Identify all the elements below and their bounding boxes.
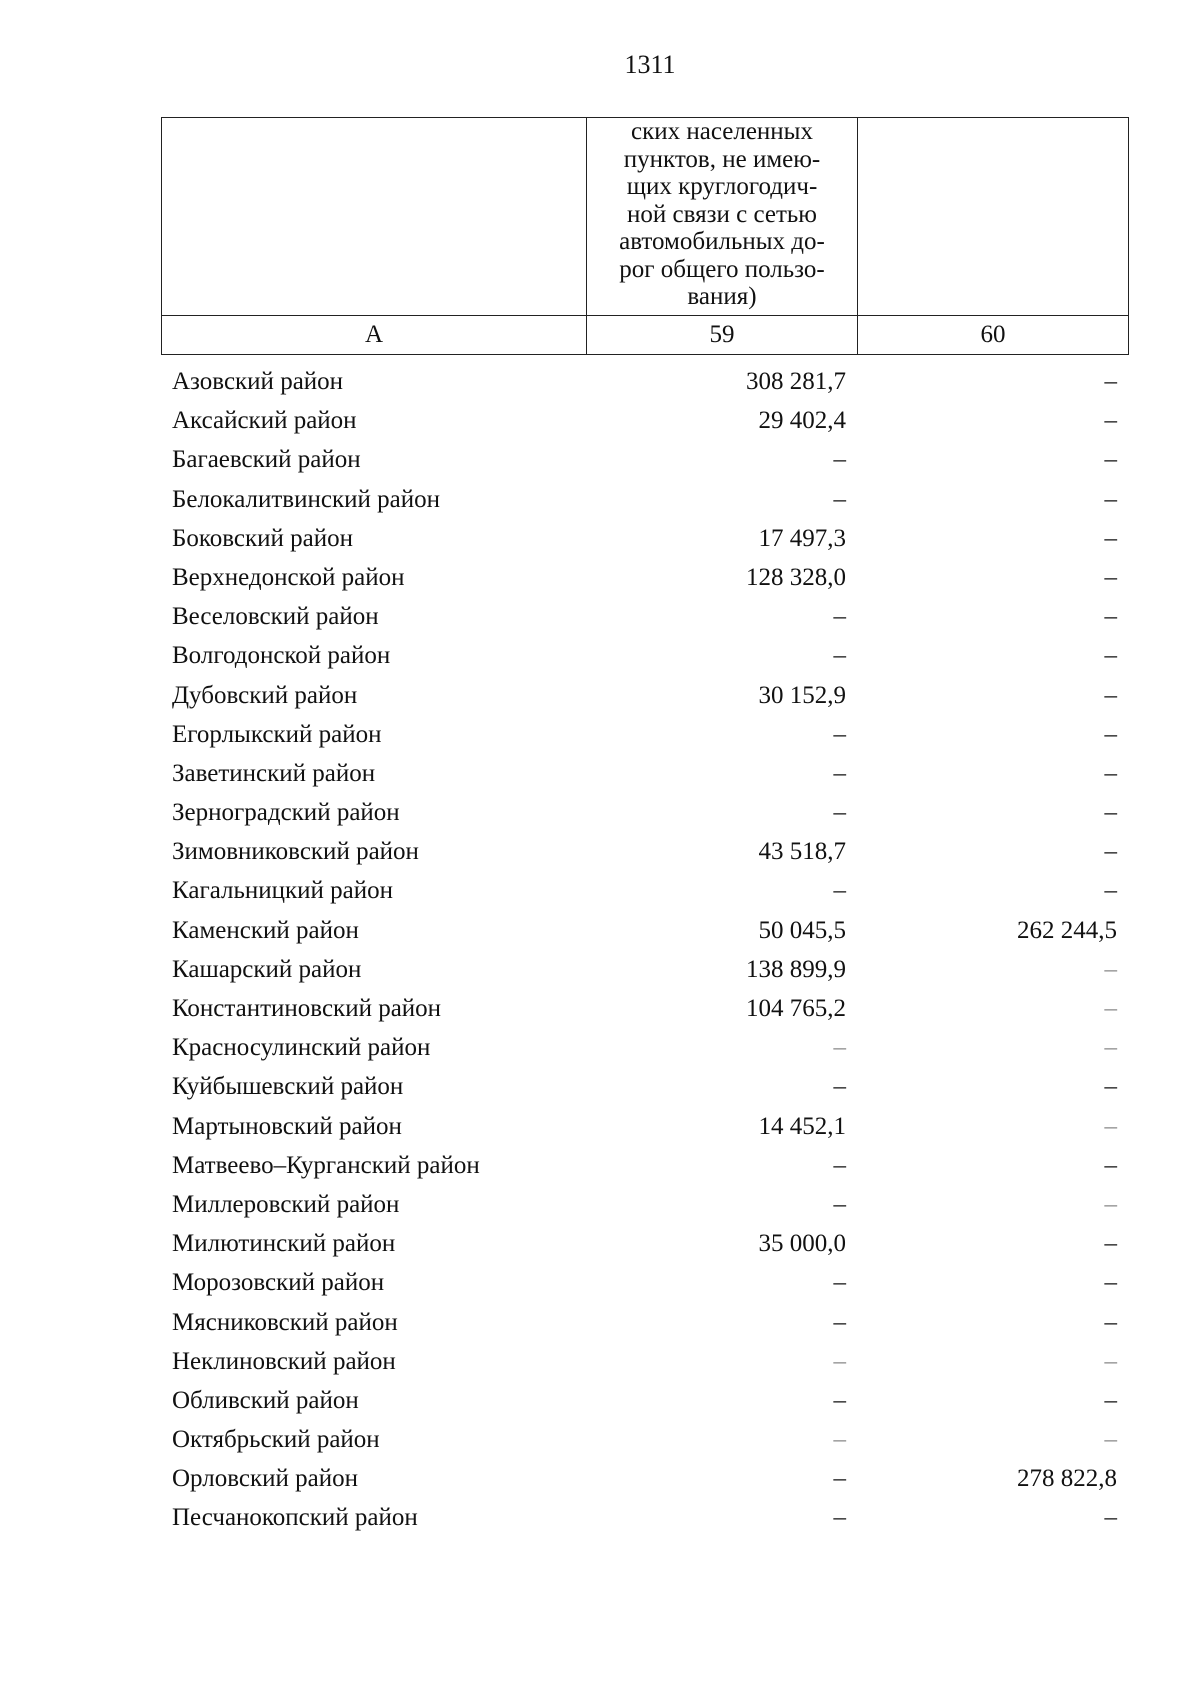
table-row [161, 832, 1128, 871]
table-row [161, 1498, 1128, 1537]
value-col-60: – [1104, 1073, 1117, 1101]
value-col-59: – [833, 1190, 846, 1218]
header-59-line: пунктов, не имею- [623, 145, 821, 173]
table-row [161, 1459, 1128, 1498]
district-name: Верхнедонской район [172, 563, 405, 591]
column-label-a: А [162, 315, 587, 354]
value-col-59: – [833, 1426, 846, 1454]
district-name: Неклиновский район [172, 1347, 396, 1375]
header-number-row [162, 315, 1129, 354]
value-col-60: – [1104, 1386, 1117, 1414]
value-col-60: – [1104, 1426, 1117, 1454]
value-col-59: 138 899,9 [746, 955, 846, 983]
value-col-60: – [1104, 1112, 1117, 1140]
district-name: Азовский район [172, 368, 344, 395]
table-row [161, 1224, 1128, 1263]
column-label-59: 59 [587, 315, 858, 354]
table-row [161, 1381, 1128, 1420]
value-col-59: – [833, 720, 846, 748]
value-col-59: 29 402,4 [758, 407, 846, 435]
district-name: Песчанокопский район [172, 1504, 418, 1532]
table-row [161, 1028, 1128, 1067]
value-col-59: 308 281,7 [746, 368, 846, 395]
header-59-line: щих круглогодич- [626, 173, 818, 200]
page-number: 1311 [624, 50, 676, 79]
table-row [161, 1067, 1128, 1106]
district-name: Морозовский район [172, 1269, 385, 1297]
value-col-60: – [1104, 995, 1117, 1022]
value-col-60: – [1104, 1504, 1117, 1532]
value-col-60: – [1104, 1190, 1117, 1218]
value-col-59: – [833, 799, 846, 827]
table-row [161, 871, 1128, 910]
table-row [161, 1146, 1128, 1185]
value-col-59: 50 045,5 [758, 916, 846, 944]
table-row [161, 1263, 1128, 1302]
value-col-60: – [1104, 642, 1117, 670]
value-col-59: – [833, 1504, 846, 1532]
value-col-60: – [1104, 877, 1117, 905]
header-cell-59-description [587, 118, 858, 316]
header-cell-60-empty [858, 118, 1129, 316]
value-col-60: – [1104, 524, 1117, 552]
district-name: Егорлыкский район [172, 720, 382, 748]
value-col-59: – [833, 1073, 846, 1101]
district-name: Красносулинский район [172, 1034, 431, 1062]
header-cell-a-empty [162, 118, 587, 316]
table-row [161, 754, 1128, 793]
district-name: Мартыновский район [172, 1112, 402, 1140]
header-59-text [587, 118, 857, 315]
value-col-60: – [1104, 720, 1117, 748]
value-col-60: – [1104, 603, 1117, 631]
district-name: Зимовниковский район [172, 838, 419, 866]
district-rows [161, 362, 1128, 1538]
district-name: Куйбышевский район [172, 1073, 404, 1101]
district-name: Веселовский район [172, 603, 379, 631]
table-row [161, 636, 1128, 675]
table-row [161, 597, 1128, 636]
value-col-59: – [833, 877, 846, 905]
value-col-59: 30 152,9 [758, 681, 846, 709]
header-59-line: рог общего пользо- [619, 255, 825, 283]
value-col-60: – [1104, 1347, 1117, 1375]
value-col-59: – [833, 446, 846, 474]
header-description-row [162, 118, 1129, 316]
value-col-59: 43 518,7 [758, 838, 846, 866]
table-row [161, 950, 1128, 989]
table-row [161, 793, 1128, 832]
district-name: Багаевский район [172, 446, 361, 474]
district-name: Боковский район [172, 524, 353, 552]
table-row [161, 715, 1128, 754]
value-col-60: – [1104, 1308, 1117, 1336]
value-col-60: – [1104, 1151, 1117, 1179]
value-col-59: – [833, 1151, 846, 1179]
value-col-60: – [1104, 446, 1117, 474]
value-col-59: – [833, 1347, 846, 1375]
district-name: Зерноградский район [172, 799, 400, 827]
value-col-60: – [1104, 759, 1117, 787]
value-col-59: 17 497,3 [758, 524, 846, 552]
value-col-60: – [1104, 681, 1117, 709]
table-row [161, 519, 1128, 558]
district-name: Кашарский район [172, 955, 362, 983]
column-label-60: 60 [858, 315, 1129, 354]
value-col-59: – [833, 642, 846, 670]
value-col-60: – [1104, 955, 1117, 983]
value-col-59: – [833, 1386, 846, 1414]
header-59-line: ной связи с сетью [627, 200, 817, 228]
table-row [161, 440, 1128, 479]
value-col-60: – [1104, 838, 1117, 866]
table-row [161, 1420, 1128, 1459]
table-row [161, 676, 1128, 715]
value-col-60: – [1104, 1230, 1117, 1258]
district-name: Кагальницкий район [172, 877, 394, 905]
district-name: Аксайский район [172, 407, 357, 435]
district-name: Октябрьский район [172, 1426, 380, 1454]
table-row [161, 1342, 1128, 1381]
district-name: Обливский район [172, 1386, 359, 1414]
value-col-60: 262 244,5 [1017, 916, 1117, 944]
header-59-line: ских населенных [631, 118, 813, 145]
value-col-59: – [833, 1308, 846, 1336]
value-col-59: 35 000,0 [758, 1230, 846, 1258]
value-col-60: 278 822,8 [1017, 1465, 1117, 1493]
district-name: Константиновский район [172, 995, 442, 1022]
value-col-60: – [1104, 485, 1117, 513]
value-col-59: – [833, 485, 846, 513]
district-name: Матвеево–Курганский район [172, 1151, 480, 1179]
header-59-line: автомобильных до- [619, 228, 825, 255]
value-col-60: – [1104, 563, 1117, 591]
value-col-60: – [1104, 799, 1117, 827]
value-col-60: – [1104, 1269, 1117, 1297]
table-row [161, 1303, 1128, 1342]
district-name: Орловский район [172, 1465, 358, 1493]
value-col-59: – [833, 759, 846, 787]
table-row [161, 362, 1128, 401]
district-name: Волгодонской район [172, 642, 391, 670]
value-col-60: – [1104, 1034, 1117, 1062]
district-name: Дубовский район [172, 681, 358, 709]
value-col-60: – [1104, 368, 1117, 395]
value-col-59: – [833, 603, 846, 631]
value-col-59: 128 328,0 [746, 563, 846, 591]
table-row [161, 989, 1128, 1028]
table-row [161, 1107, 1128, 1146]
table-row [161, 401, 1128, 440]
district-name: Мясниковский район [172, 1308, 398, 1336]
table-row [161, 558, 1128, 597]
table-row [161, 1185, 1128, 1224]
value-col-59: – [833, 1269, 846, 1297]
table-row [161, 480, 1128, 519]
district-name: Заветинский район [172, 759, 376, 787]
value-col-59: – [833, 1034, 846, 1062]
district-name: Белокалитвинский район [172, 485, 440, 513]
header-59-line: вания) [687, 283, 757, 310]
district-name: Миллеровский район [172, 1190, 400, 1218]
value-col-59: 14 452,1 [758, 1112, 846, 1140]
district-name: Каменский район [172, 916, 359, 944]
header-table [161, 117, 1129, 355]
value-col-59: – [833, 1465, 846, 1493]
table-row [161, 911, 1128, 950]
value-col-59: 104 765,2 [746, 995, 846, 1022]
value-col-60: – [1104, 407, 1117, 435]
district-name: Милютинский район [172, 1230, 396, 1258]
